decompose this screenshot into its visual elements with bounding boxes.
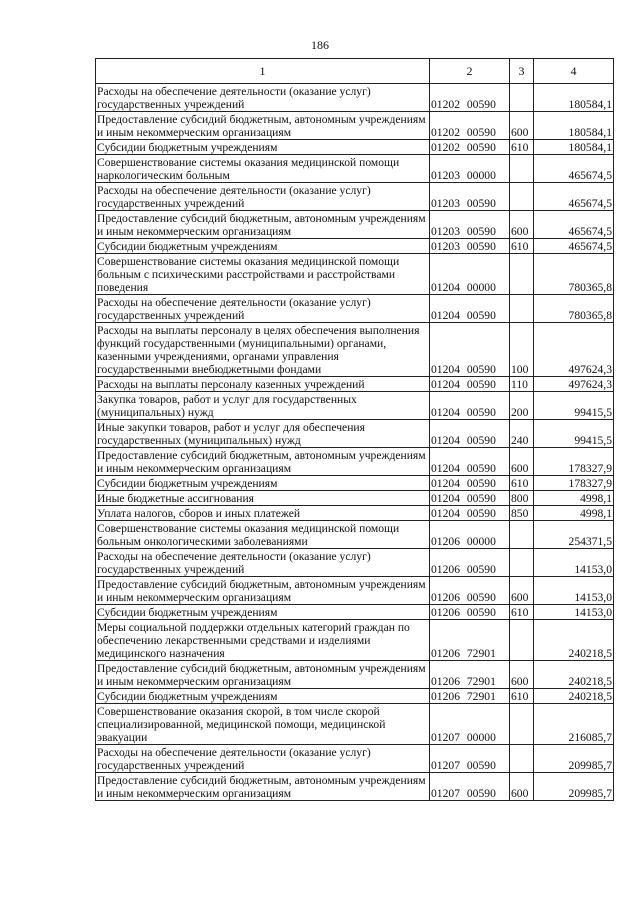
- row-amount: 780365,8: [534, 295, 614, 323]
- row-code: 01203 00590: [430, 183, 510, 211]
- table-row: [96, 84, 614, 112]
- row-amount: 780365,8: [534, 254, 614, 295]
- page-number: 186: [311, 38, 329, 52]
- row-type: 600: [510, 448, 534, 476]
- table-row: [96, 295, 614, 323]
- row-amount: 180584,1: [534, 112, 614, 140]
- row-name: Предоставление субсидий бюджетным, автономным учреждениям и иным некоммерческим организациям: [96, 661, 430, 689]
- budget-table: [95, 58, 614, 801]
- table-body: [96, 84, 614, 801]
- row-type: 610: [510, 689, 534, 704]
- row-type: [510, 84, 534, 112]
- row-name: Расходы на обеспечение деятельности (оказание услуг) государственных учреждений: [96, 549, 430, 577]
- row-amount: 240218,5: [534, 620, 614, 661]
- column-header-amount: 4: [534, 59, 614, 84]
- row-name: Расходы на обеспечение деятельности (оказание услуг) государственных учреждений: [96, 295, 430, 323]
- row-code: 01206 00590: [430, 549, 510, 577]
- row-type: 610: [510, 605, 534, 620]
- row-name: Субсидии бюджетным учреждениям: [96, 689, 430, 704]
- row-code: 01204 00590: [430, 506, 510, 521]
- row-name: Субсидии бюджетным учреждениям: [96, 476, 430, 491]
- row-amount: 180584,1: [534, 84, 614, 112]
- table-row: [96, 620, 614, 661]
- row-amount: 180584,1: [534, 140, 614, 155]
- row-type: 610: [510, 476, 534, 491]
- row-type: 800: [510, 491, 534, 506]
- row-name: Совершенствование оказания скорой, в том числе скорой специализированной, медицинской помощи, медицинской эвакуации: [96, 704, 430, 745]
- table-row: [96, 476, 614, 491]
- row-amount: 99415,5: [534, 392, 614, 420]
- row-name: Предоставление субсидий бюджетным, автономным учреждениям и иным некоммерческим организациям: [96, 773, 430, 801]
- row-code: 01204 00590: [430, 448, 510, 476]
- table-row: [96, 254, 614, 295]
- row-code: 01204 00590: [430, 476, 510, 491]
- row-type: [510, 620, 534, 661]
- row-code: 01204 00590: [430, 323, 510, 377]
- table-row: [96, 211, 614, 239]
- row-amount: 497624,3: [534, 377, 614, 392]
- table-row: [96, 155, 614, 183]
- row-name: Расходы на обеспечение деятельности (оказание услуг) государственных учреждений: [96, 745, 430, 773]
- row-amount: 254371,5: [534, 521, 614, 549]
- row-name: Предоставление субсидий бюджетным, автономным учреждениям и иным некоммерческим организациям: [96, 577, 430, 605]
- row-code: 01207 00590: [430, 745, 510, 773]
- row-type: 600: [510, 773, 534, 801]
- row-amount: 465674,5: [534, 239, 614, 254]
- row-name: Предоставление субсидий бюджетным, автономным учреждениям и иным некоммерческим организациям: [96, 112, 430, 140]
- table-row: [96, 448, 614, 476]
- row-type: 600: [510, 577, 534, 605]
- table-row: [96, 323, 614, 377]
- row-name: Расходы на обеспечение деятельности (оказание услуг) государственных учреждений: [96, 183, 430, 211]
- row-type: 240: [510, 420, 534, 448]
- table-header: [96, 59, 614, 84]
- row-amount: 240218,5: [534, 689, 614, 704]
- row-name: Расходы на обеспечение деятельности (оказание услуг) государственных учреждений: [96, 84, 430, 112]
- table-row: [96, 773, 614, 801]
- row-code: 01207 00590: [430, 773, 510, 801]
- row-name: Расходы на выплаты персоналу казенных учреждений: [96, 377, 430, 392]
- row-amount: 4998,1: [534, 491, 614, 506]
- row-amount: 465674,5: [534, 155, 614, 183]
- row-type: 100: [510, 323, 534, 377]
- row-type: 610: [510, 140, 534, 155]
- column-header-name: 1: [96, 59, 430, 84]
- row-amount: 240218,5: [534, 661, 614, 689]
- row-name: Иные бюджетные ассигнования: [96, 491, 430, 506]
- row-code: 01204 00590: [430, 420, 510, 448]
- row-name: Субсидии бюджетным учреждениям: [96, 239, 430, 254]
- table-row: [96, 140, 614, 155]
- table-row: [96, 661, 614, 689]
- row-amount: 4998,1: [534, 506, 614, 521]
- row-amount: 178327,9: [534, 448, 614, 476]
- row-code: 01204 00000: [430, 254, 510, 295]
- row-type: 200: [510, 392, 534, 420]
- row-amount: 465674,5: [534, 211, 614, 239]
- row-code: 01204 00590: [430, 491, 510, 506]
- column-header-type: 3: [510, 59, 534, 84]
- table-row: [96, 521, 614, 549]
- table-row: [96, 549, 614, 577]
- row-code: 01206 00590: [430, 605, 510, 620]
- table-row: [96, 704, 614, 745]
- row-amount: 216085,7: [534, 704, 614, 745]
- row-amount: 99415,5: [534, 420, 614, 448]
- table-row: [96, 239, 614, 254]
- row-name: Субсидии бюджетным учреждениям: [96, 140, 430, 155]
- row-code: 01204 00590: [430, 392, 510, 420]
- row-code: 01206 00590: [430, 577, 510, 605]
- row-amount: 14153,0: [534, 605, 614, 620]
- row-type: [510, 521, 534, 549]
- row-code: 01207 00000: [430, 704, 510, 745]
- table-row: [96, 183, 614, 211]
- row-amount: 14153,0: [534, 549, 614, 577]
- row-name: Меры социальной поддержки отдельных категорий граждан по обеспечению лекарственными средствами и изделиями медицинского назначения: [96, 620, 430, 661]
- row-name: Иные закупки товаров, работ и услуг для обеспечения государственных (муниципальных) нужд: [96, 420, 430, 448]
- row-code: 01203 00590: [430, 211, 510, 239]
- row-code: 01206 00000: [430, 521, 510, 549]
- row-amount: 209985,7: [534, 745, 614, 773]
- table-row: [96, 605, 614, 620]
- row-name: Уплата налогов, сборов и иных платежей: [96, 506, 430, 521]
- table-row: [96, 745, 614, 773]
- row-code: 01206 72901: [430, 689, 510, 704]
- row-amount: 14153,0: [534, 577, 614, 605]
- row-type: [510, 183, 534, 211]
- row-code: 01203 00590: [430, 239, 510, 254]
- row-name: Предоставление субсидий бюджетным, автономным учреждениям и иным некоммерческим организациям: [96, 211, 430, 239]
- row-amount: 178327,9: [534, 476, 614, 491]
- row-type: [510, 704, 534, 745]
- table-row: [96, 377, 614, 392]
- table-row: [96, 577, 614, 605]
- row-name: Субсидии бюджетным учреждениям: [96, 605, 430, 620]
- table-row: [96, 689, 614, 704]
- row-type: [510, 745, 534, 773]
- row-type: 610: [510, 239, 534, 254]
- row-type: 600: [510, 112, 534, 140]
- row-name: Совершенствование системы оказания медицинской помощи наркологическим больным: [96, 155, 430, 183]
- row-name: Расходы на выплаты персоналу в целях обеспечения выполнения функций государственными (муниципальными) органами, казенными учреждениями, органами управления государственными внебюджетными фондами: [96, 323, 430, 377]
- row-code: 01202 00590: [430, 84, 510, 112]
- row-type: 850: [510, 506, 534, 521]
- row-code: 01202 00590: [430, 140, 510, 155]
- table-row: [96, 112, 614, 140]
- row-name: Закупка товаров, работ и услуг для государственных (муниципальных) нужд: [96, 392, 430, 420]
- row-code: 01204 00590: [430, 377, 510, 392]
- row-code: 01203 00000: [430, 155, 510, 183]
- row-type: 600: [510, 211, 534, 239]
- table-row: [96, 420, 614, 448]
- row-code: 01206 72901: [430, 620, 510, 661]
- row-amount: 497624,3: [534, 323, 614, 377]
- row-type: 600: [510, 661, 534, 689]
- row-code: 01206 72901: [430, 661, 510, 689]
- table-row: [96, 392, 614, 420]
- row-name: Совершенствование системы оказания медицинской помощи больным онкологическими заболеваниями: [96, 521, 430, 549]
- row-type: [510, 549, 534, 577]
- header-row: [96, 59, 614, 84]
- row-code: 01202 00590: [430, 112, 510, 140]
- row-name: Предоставление субсидий бюджетным, автономным учреждениям и иным некоммерческим организациям: [96, 448, 430, 476]
- row-type: [510, 295, 534, 323]
- row-type: [510, 254, 534, 295]
- row-type: [510, 155, 534, 183]
- row-amount: 465674,5: [534, 183, 614, 211]
- table-row: [96, 491, 614, 506]
- row-name: Совершенствование системы оказания медицинской помощи больным с психическими расстройствами и расстройствами поведения: [96, 254, 430, 295]
- table-row: [96, 506, 614, 521]
- column-header-code: 2: [430, 59, 510, 84]
- row-code: 01204 00590: [430, 295, 510, 323]
- row-amount: 209985,7: [534, 773, 614, 801]
- row-type: 110: [510, 377, 534, 392]
